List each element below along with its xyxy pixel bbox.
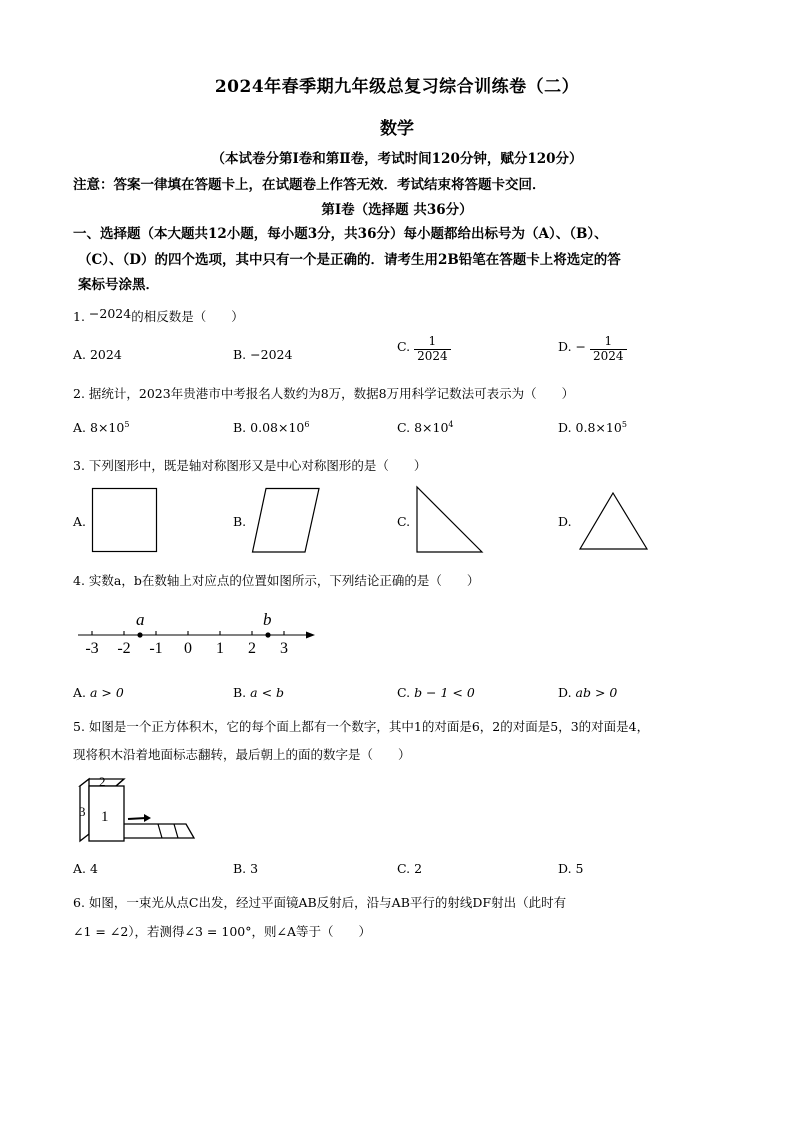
q4-option-a-label: A. xyxy=(73,685,87,700)
q1-option-d-numerator: 1 xyxy=(604,334,613,348)
point-b-dot xyxy=(265,632,270,637)
q4-option-b-label: B. xyxy=(233,685,247,700)
number-line-tick-label: 0 xyxy=(184,640,192,657)
cube-top-number: 2 xyxy=(99,774,106,789)
section-instruction-line2: （C）、（D）的四个选项，其中只有一个是正确的．请考生用2B铅笔在答题卡上将选定的答 xyxy=(78,252,621,268)
direction-arrow-shaft xyxy=(128,818,146,819)
q1-option-b-value: −2024 xyxy=(250,347,293,362)
q1-option-c-label: C. xyxy=(397,338,411,354)
number-line-tick-label: -1 xyxy=(149,640,163,657)
question-5-stem-line1: 5. 如图是一个正方体积木，它的每个面上都有一个数字，其中1的对面是6，2的对面是5，3的对面是4， xyxy=(73,719,650,734)
q2-option-b xyxy=(233,420,309,435)
point-a-dot xyxy=(137,632,142,637)
q2-option-a-label: A. xyxy=(73,420,87,436)
q2-option-d xyxy=(558,420,627,435)
q2-option-c-exponent: 4 xyxy=(448,420,454,429)
number-line-tick-label: 1 xyxy=(216,640,224,657)
q2-option-d-label: D. xyxy=(558,420,572,436)
q2-option-c-label: C. xyxy=(397,420,411,436)
q1-option-b xyxy=(233,347,292,362)
q3-option-c-label: C. xyxy=(397,514,411,529)
q4-option-d xyxy=(558,685,617,700)
q2-option-a-exponent: 5 xyxy=(124,420,130,429)
q4-option-c-label: C. xyxy=(397,685,411,700)
q2-option-c xyxy=(397,420,454,435)
q3-option-b-parallelogram-figure xyxy=(252,488,322,554)
exam-info: （本试卷分第Ⅰ卷和第Ⅱ卷，考试时间120分钟，赋分120分） xyxy=(211,151,583,167)
section-instruction-line3: 案标号涂黑． xyxy=(78,277,159,293)
question-5-stem-line2: 现将积木沿着地面标志翻转，最后朝上的面的数字是（ ） xyxy=(73,747,411,762)
q2-option-a-base: 8×10 xyxy=(90,420,125,436)
q1-text: 的相反数是（ ） xyxy=(131,309,244,324)
q2-option-b-base: 0.08×10 xyxy=(250,420,305,436)
q4-option-c xyxy=(397,685,475,700)
notice: 注意：答案一律填在答题卡上，在试题卷上作答无效．考试结束将答题卡交回． xyxy=(73,177,546,193)
q2-option-d-exponent: 5 xyxy=(621,420,627,429)
square-shape xyxy=(93,489,157,552)
q4-option-d-label: D. xyxy=(558,685,572,700)
q1-option-d-denominator: 2024 xyxy=(590,349,627,364)
q5-cube-figure xyxy=(76,774,196,844)
q4-option-c-value: b − 1 < 0 xyxy=(414,685,475,700)
number-line-tick-label: 2 xyxy=(248,640,256,657)
q3-option-d-equilateral-triangle-figure xyxy=(579,492,649,552)
q5-option-d: D. 5 xyxy=(558,861,584,876)
question-3-stem: 3. 下列图形中，既是轴对称图形又是中心对称图形的是（ ） xyxy=(73,458,427,473)
q1-option-d-sign: − xyxy=(575,338,587,354)
number-line-tick-label: -2 xyxy=(117,640,131,657)
q4-option-a xyxy=(73,685,124,700)
q1-number: 1. xyxy=(73,309,85,324)
question-4-stem: 4. 实数a，b在数轴上对应点的位置如图所示，下列结论正确的是（ ） xyxy=(73,573,480,588)
subject-title: 数学 xyxy=(380,119,414,139)
question-6-stem-line1: 6. 如图，一束光从点C出发，经过平面镜AB反射后，沿与AB平行的射线DF射出（此时有 xyxy=(73,895,567,910)
point-b-label: b xyxy=(263,610,272,629)
q2-option-c-base: 8×10 xyxy=(414,420,449,436)
q2-option-b-exponent: 6 xyxy=(304,420,310,429)
q3-option-a-square-figure xyxy=(92,488,158,552)
q4-option-a-value: a > 0 xyxy=(90,685,124,700)
question-1-stem xyxy=(73,307,244,325)
q1-option-c-denominator: 2024 xyxy=(414,349,451,364)
part-title: 第Ⅰ卷（选择题 共36分） xyxy=(321,202,473,218)
q2-option-d-base: 0.8×10 xyxy=(575,420,622,436)
number-line-tick-label: 3 xyxy=(280,640,288,657)
q2-option-b-label: B. xyxy=(233,420,247,436)
q1-option-c-numerator: 1 xyxy=(428,334,437,348)
q3-option-d-label: D. xyxy=(558,514,572,529)
section-instruction-line1: 一、选择题（本大题共12小题，每小题3分，共36分）每小题都给出标号为（A）、（B）、 xyxy=(73,226,608,242)
direction-arrow-head xyxy=(144,814,151,822)
question-2-stem: 2. 据统计，2023年贵港市中考报名人数约为8万，数据8万用科学记数法可表示为（ ） xyxy=(73,386,575,401)
q1-option-a: A. 2024 xyxy=(73,347,122,362)
equilateral-triangle-shape xyxy=(580,493,647,549)
cube-left-number: 3 xyxy=(79,804,86,819)
right-triangle-shape xyxy=(417,487,482,552)
q5-option-a: A. 4 xyxy=(73,861,98,876)
q4-option-b xyxy=(233,685,284,700)
q4-option-d-value: ab > 0 xyxy=(575,685,618,700)
q4-number-line-figure xyxy=(75,608,325,663)
number-line-tick-label: -3 xyxy=(85,640,99,657)
q3-option-b-label: B. xyxy=(233,514,247,529)
ground-track-divider xyxy=(174,824,178,838)
point-a-label: a xyxy=(136,610,145,629)
q1-option-d xyxy=(558,335,627,364)
q1-option-b-label: B. xyxy=(233,347,247,362)
q1-option-d-fraction xyxy=(590,335,627,364)
q5-option-c: C. 2 xyxy=(397,861,423,876)
q1-option-c xyxy=(397,335,451,364)
q3-option-a-label: A. xyxy=(73,514,87,529)
cube-front-number: 1 xyxy=(101,809,109,825)
q1-option-c-fraction xyxy=(414,335,451,364)
question-6-stem-line2: ∠1 = ∠2），若测得∠3 = 100°，则∠A等于（ ） xyxy=(73,924,371,939)
number-line-arrow xyxy=(306,632,315,639)
q1-option-d-label: D. xyxy=(558,338,572,354)
q4-option-b-value: a < b xyxy=(250,685,285,700)
q1-value: −2024 xyxy=(88,306,132,321)
q2-option-a xyxy=(73,420,129,435)
q5-option-b: B. 3 xyxy=(233,861,259,876)
page-title: 2024年春季期九年级总复习综合训练卷（二） xyxy=(214,77,580,97)
parallelogram-shape xyxy=(253,489,320,553)
q3-option-c-right-triangle-figure xyxy=(416,486,484,554)
ground-track-divider xyxy=(158,824,162,838)
